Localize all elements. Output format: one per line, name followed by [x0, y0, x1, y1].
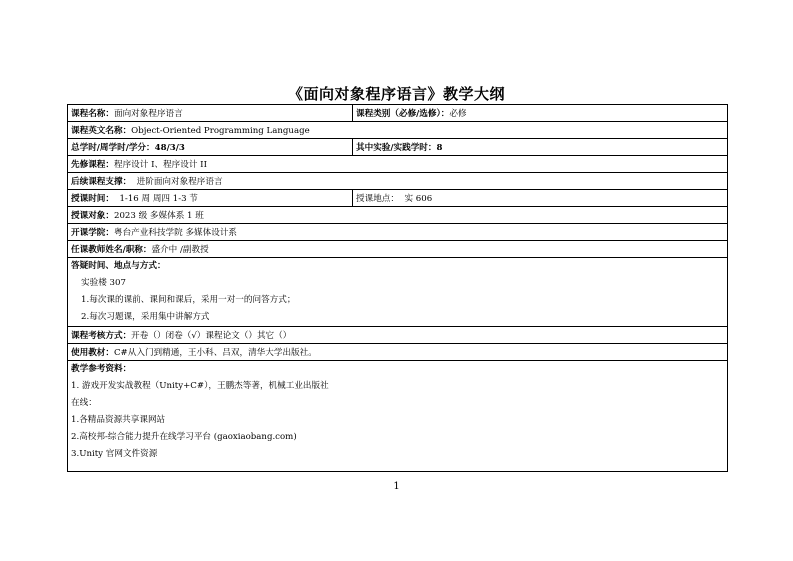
- cell-teacher: [68, 241, 728, 258]
- prereq-label: 先修课程：: [71, 160, 114, 170]
- audience-value: 2023 级 多媒体系 1 班: [113, 211, 204, 221]
- cell-time: [68, 190, 353, 207]
- cell-audience: [68, 207, 728, 224]
- row-english-name: [68, 122, 728, 139]
- row-followup: [68, 173, 728, 190]
- cell-english-name: [68, 122, 728, 139]
- hours-value: 48/3/3: [154, 143, 185, 153]
- refs-line: 1. 游戏开发实战教程（Unity+C#），王鹏杰等著，机械工业出版社: [71, 381, 329, 391]
- course-type-label: 课程类别（必修/选修）：: [356, 109, 450, 119]
- row-college: [68, 224, 728, 241]
- row-teacher: [68, 241, 728, 258]
- cell-qa: [68, 258, 728, 327]
- syllabus-table: [67, 104, 728, 472]
- course-type-value: 必修: [449, 109, 467, 119]
- prereq-value: 程序设计 I、程序设计 II: [113, 160, 207, 170]
- cell-textbook: [68, 344, 728, 361]
- qa-line: 2.每次习题课，采用集中讲解方式: [81, 312, 210, 322]
- teacher-label: 任课教师姓名/职称：: [71, 245, 152, 255]
- place-value: 实 606: [404, 194, 433, 204]
- textbook-value: C#从入门到精通，王小科、吕双，清华大学出版社。: [113, 348, 317, 358]
- qa-line: 1.每次课的课前、课间和课后，采用一对一的问答方式；: [81, 295, 296, 305]
- hours-label: 总学时/周学时/学分：: [71, 143, 155, 153]
- cell-college: [68, 224, 728, 241]
- cell-hours: [68, 139, 353, 156]
- cell-prereq: [68, 156, 728, 173]
- course-name-label: 课程名称：: [71, 109, 114, 119]
- course-name-value: 面向对象程序语言: [113, 109, 183, 119]
- row-exam: [68, 327, 728, 344]
- audience-label: 授课对象：: [71, 211, 114, 221]
- college-label: 开课学院：: [71, 228, 114, 238]
- row-refs: [68, 361, 728, 472]
- exam-label: 课程考核方式：: [71, 331, 132, 341]
- english-name-label: 课程英文名称：: [71, 126, 132, 136]
- cell-lab-hours: [353, 139, 728, 156]
- row-qa: [68, 258, 728, 327]
- textbook-label: 使用教材：: [71, 348, 114, 358]
- refs-line: 3.Unity 官网文件资源: [71, 449, 158, 459]
- refs-line: 在线：: [71, 398, 97, 408]
- cell-refs: [68, 361, 728, 472]
- refs-label: 教学参考资料：: [71, 364, 132, 374]
- refs-line: 1.各精品资源共享课网站: [71, 415, 166, 425]
- row-course-name: [68, 105, 728, 122]
- exam-value: 开卷（）闭卷（√）课程论文（）其它（）: [131, 331, 292, 341]
- college-value: 粤台产业科技学院 多媒体设计系: [113, 228, 238, 238]
- row-hours: [68, 139, 728, 156]
- page-number: 1: [393, 481, 400, 492]
- page-title: 《面向对象程序语言》教学大纲: [287, 85, 505, 103]
- row-audience: [68, 207, 728, 224]
- cell-place: [353, 190, 728, 207]
- cell-followup: [68, 173, 728, 190]
- followup-value: 进阶面向对象程序语言: [136, 177, 223, 187]
- lab-hours-value: 8: [436, 143, 443, 153]
- refs-line: 2.高校邦-综合能力提升在线学习平台 (gaoxiaobang.com): [71, 432, 297, 442]
- time-value: 1-16 周 周四 1-3 节: [119, 194, 198, 204]
- lab-hours-label: 其中实验/实践学时：: [356, 143, 437, 153]
- row-textbook: [68, 344, 728, 361]
- row-prereq: [68, 156, 728, 173]
- cell-exam: [68, 327, 728, 344]
- cell-course-name: [68, 105, 353, 122]
- place-label: 授课地点：: [356, 194, 399, 204]
- english-name-value: Object-Oriented Programming Language: [131, 126, 310, 136]
- teacher-value: 盛介中 /副教授: [151, 245, 209, 255]
- qa-line: 实验楼 307: [81, 278, 126, 288]
- qa-label: 答疑时间、地点与方式：: [71, 261, 166, 271]
- time-label: 授课时间：: [71, 194, 114, 204]
- cell-course-type: [353, 105, 728, 122]
- followup-label: 后续课程支撑：: [71, 177, 132, 187]
- row-time-place: [68, 190, 728, 207]
